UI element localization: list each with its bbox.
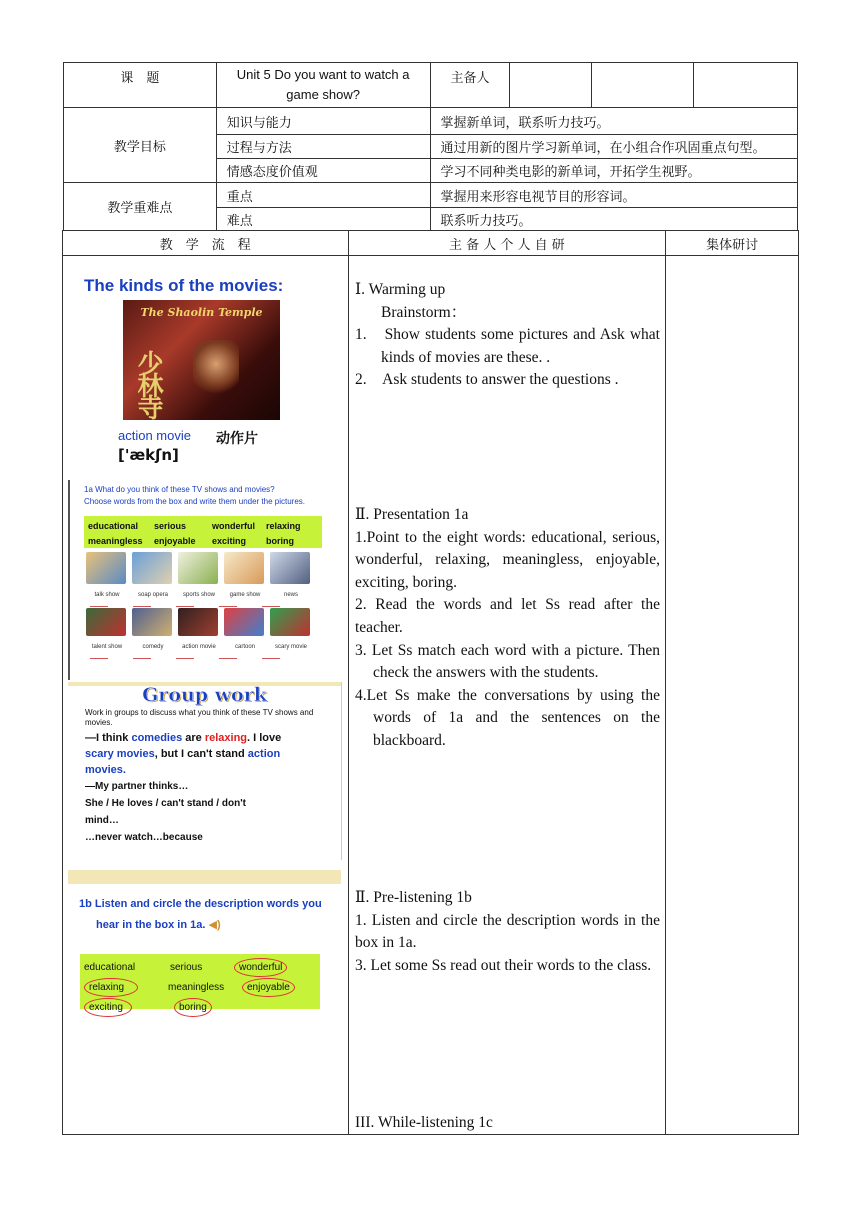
preparer-label: 主备人 xyxy=(430,63,510,108)
word: meaningless xyxy=(168,982,225,993)
list-item: 2. Read the words and let Ss read after the teacher. xyxy=(355,596,660,636)
goal-label: 过程与方法 xyxy=(216,135,430,159)
column-header-preparer: 主 备 人 个 人 自 研 xyxy=(348,231,666,256)
answer-blanks-2 xyxy=(90,646,305,664)
word-circled: enjoyable xyxy=(242,978,295,997)
section-title: Ⅱ. Presentation 1a xyxy=(355,506,469,523)
word: meaningless xyxy=(88,536,143,546)
talk-show-picture xyxy=(86,552,126,584)
word-circled: wonderful xyxy=(234,958,287,977)
list-item: 2. Ask students to answer the questions . xyxy=(355,371,619,389)
section-title: Ⅰ. Warming up xyxy=(355,281,446,298)
warming-up-section xyxy=(355,279,660,392)
word: boring xyxy=(266,536,294,546)
caption: cartoon xyxy=(234,644,255,650)
word: serious xyxy=(154,521,187,531)
column-header-group: 集体研讨 xyxy=(666,231,799,256)
slide-instruction: Work in groups to discuss what you think of these TV shows and movies. xyxy=(85,708,314,727)
key-points-label: 教学重难点 xyxy=(64,183,217,231)
news-picture xyxy=(270,552,310,584)
poster-cn-title: 少林寺 xyxy=(134,350,164,416)
key-point-label: 重点 xyxy=(216,183,430,208)
action-movie-picture xyxy=(178,608,218,636)
goal-value: 通过用新的图片学习新单词，在小组合作巩固重点句型。 xyxy=(430,135,797,159)
caption: news xyxy=(283,592,298,598)
fighter-figure-icon xyxy=(193,340,239,400)
preparer-cell-2 xyxy=(592,63,694,108)
lesson-info-table xyxy=(63,62,798,231)
speaker-icon: ◀) xyxy=(208,919,221,931)
slide-1b-listen xyxy=(68,870,341,1020)
word: exciting xyxy=(212,536,247,546)
goals-label: 教学目标 xyxy=(64,108,217,183)
caption: talent show xyxy=(91,644,123,650)
preparer-cell-1 xyxy=(510,63,592,108)
caption: action movie xyxy=(182,644,216,650)
word-circled: relaxing xyxy=(84,978,138,997)
list-item: 3. Let some Ss read out their words to the class. xyxy=(355,956,652,974)
goal-label: 知识与能力 xyxy=(216,108,430,135)
preparer-cell-3 xyxy=(694,63,798,108)
movie-poster-image xyxy=(123,300,280,420)
slide-title: The kinds of the movies: xyxy=(84,276,284,295)
section-title: Ⅱ. Pre-listening 1b xyxy=(355,889,472,906)
soap-opera-picture xyxy=(132,552,172,584)
topic-value: Unit 5 Do you want to watch a game show? xyxy=(216,63,430,108)
caption: game show xyxy=(229,592,261,598)
topic-label: 课 题 xyxy=(64,63,217,108)
term-cn: 动作片 xyxy=(216,431,258,447)
caption: soap opera xyxy=(137,592,169,598)
caption: talk show xyxy=(94,592,120,598)
list-item: 4.Let Ss make the conversations by using the words of 1a and the sentences on the blackboard. xyxy=(355,686,660,749)
goal-label: 情感态度价值观 xyxy=(216,159,430,183)
list-item: 1.Point to the eight words: educational, serious, wonderful, relaxing, meaningless, enjoyable, exciting, boring. xyxy=(355,528,660,591)
key-point-value: 掌握用来形容电视节目的形容词。 xyxy=(430,183,797,208)
comedy-picture xyxy=(132,608,172,636)
caption: scary movie xyxy=(274,644,307,650)
caption: comedy xyxy=(142,644,164,650)
scary-movie-picture xyxy=(270,608,310,636)
talent-show-picture xyxy=(86,608,126,636)
word-box xyxy=(80,954,320,1013)
list-item: 1. Show students some pictures and Ask what kinds of movies are these. . xyxy=(355,326,660,366)
word: enjoyable xyxy=(154,536,196,546)
word-circled: boring xyxy=(174,998,212,1017)
list-item: 1. Listen and circle the description words in the box in 1a. xyxy=(355,911,660,952)
while-listening-section xyxy=(355,1112,660,1135)
cartoon-picture xyxy=(224,608,264,636)
slide-1a-words xyxy=(68,480,343,680)
caption: sports show xyxy=(182,592,215,598)
word: educational xyxy=(84,962,136,973)
slide-instruction xyxy=(84,484,342,508)
key-point-value: 联系听力技巧。 xyxy=(430,208,797,231)
word: relaxing xyxy=(266,521,301,531)
slide-title: 1b Listen and circle the description words you hear in the box in 1a. ◀) xyxy=(79,898,322,931)
section-subtitle: Brainstorm： xyxy=(381,303,467,321)
goal-value: 学习不同种类电影的新单词，开拓学生视野。 xyxy=(430,159,797,183)
goal-value: 掌握新单词，联系听力技巧。 xyxy=(430,108,797,135)
word: serious xyxy=(170,962,203,973)
column-header-flow: 教 学 流 程 xyxy=(63,231,349,256)
term-en: action movie xyxy=(118,428,191,443)
word: wonderful xyxy=(212,521,255,531)
slide-title: Group work xyxy=(142,684,267,706)
slide-instruction-text: Choose words from the box and write them under the pictures. xyxy=(84,497,305,506)
poster-title: The Shaolin Temple xyxy=(140,306,263,319)
term-ipa: ['ækʃn] xyxy=(118,446,179,464)
dialogue-sample: —I think comedies are relaxing. I love scary movies, but I can't stand action movies. —My partner thinks… She / He loves / can't stand / don't mind… …never watch…because xyxy=(85,732,282,843)
key-point-label: 难点 xyxy=(216,208,430,231)
section-title: III. While-listening 1c xyxy=(355,1114,493,1131)
word-circled: exciting xyxy=(84,998,132,1017)
slide-title: 1a What do you think of these TV shows and movies? xyxy=(84,485,275,494)
word-box xyxy=(84,516,322,548)
sports-show-picture xyxy=(178,552,218,584)
group-discussion-cell xyxy=(666,256,799,1135)
word: educational xyxy=(88,521,139,531)
presentation-section xyxy=(355,504,660,753)
slide-group-work xyxy=(68,682,342,860)
list-item: 3. Let Ss match each word with a picture. Then check the answers with the students. xyxy=(355,641,660,682)
pre-listening-section xyxy=(355,887,660,977)
slide-movie-kinds xyxy=(68,258,341,478)
game-show-picture xyxy=(224,552,264,584)
